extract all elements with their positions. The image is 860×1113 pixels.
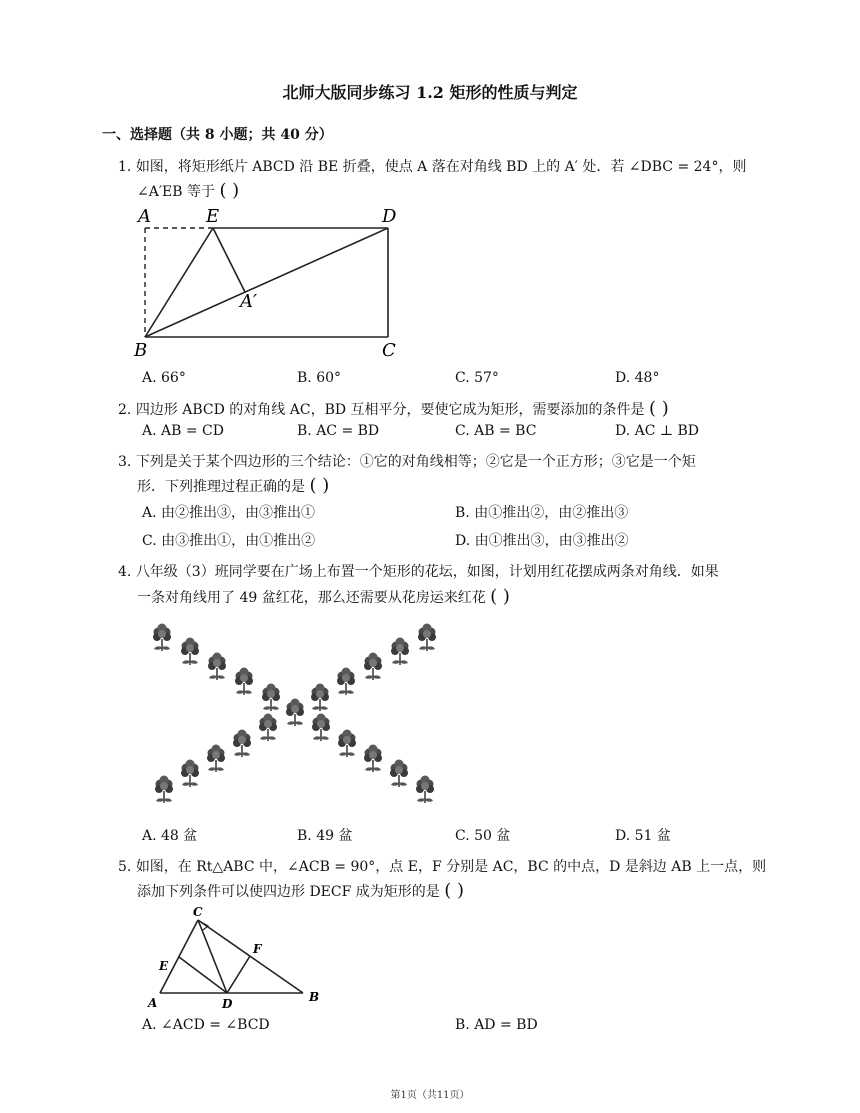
flower-icon — [391, 638, 409, 666]
question-4-flower-figure — [140, 615, 450, 815]
answer-bracket: ( ) — [309, 475, 330, 496]
side-AC — [160, 920, 198, 993]
flower-icon — [312, 714, 330, 742]
question-number: 1. — [118, 159, 132, 175]
section-heading: 一、选择题（共 8 小题；共 40 分） — [102, 127, 333, 143]
question-number: 3. — [118, 454, 132, 470]
question-text: 添加下列条件可以使四边形 DECF 成为矩形的是 — [137, 884, 440, 900]
question-text: 如图，将矩形纸片 ABCD 沿 BE 折叠，使点 A 落在对角线 BD 上的 A′ 处．若 ∠DBC = 24°，则 — [135, 159, 747, 175]
question-1-option-a[interactable]: A. 66° — [142, 370, 186, 386]
flower-icon — [208, 653, 226, 681]
question-4-line-2 — [137, 586, 510, 607]
question-4-option-c[interactable]: C. 50 盆 — [455, 828, 511, 844]
flower-icon — [311, 684, 329, 712]
question-1-option-d[interactable]: D. 48° — [615, 370, 660, 386]
question-text: 形．下列推理过程正确的是 — [137, 479, 305, 495]
label-B: B — [309, 990, 320, 1004]
question-3-option-c[interactable]: C. 由③推出①，由①推出② — [142, 533, 316, 549]
question-number: 4. — [118, 564, 132, 580]
answer-bracket: ( ) — [219, 180, 240, 201]
flower-icon — [364, 653, 382, 681]
flower-icon — [286, 699, 304, 727]
segment-FD — [227, 956, 250, 993]
question-4-option-d[interactable]: D. 51 盆 — [615, 828, 671, 844]
segment-EA-prime — [213, 228, 245, 292]
question-text: 一条对角线用了 49 盆红花，那么还需要从花房运来红花 — [137, 590, 486, 606]
flower-icon — [416, 776, 434, 804]
label-A: A — [138, 206, 151, 227]
question-text: ∠A′EB 等于 — [137, 184, 215, 200]
flower-icon — [418, 624, 436, 652]
question-1-option-c[interactable]: C. 57° — [455, 370, 499, 386]
question-text: 四边形 ABCD 的对角线 AC，BD 互相平分，要使它成为矩形，需要添加的条件是 — [135, 402, 645, 418]
flower-icon — [337, 668, 355, 696]
right-angle-mark — [203, 923, 208, 930]
flower-icon — [338, 730, 356, 758]
answer-bracket: ( ) — [444, 880, 465, 901]
question-3-line-2 — [137, 475, 329, 496]
question-4-option-b[interactable]: B. 49 盆 — [297, 828, 353, 844]
question-5-figure — [140, 904, 330, 1010]
question-number: 5. — [118, 859, 132, 875]
question-5-line-1 — [118, 856, 766, 876]
flower-icon — [390, 760, 408, 788]
question-5-option-a[interactable]: A. ∠ACD = ∠BCD — [142, 1017, 270, 1033]
question-2-line-1 — [118, 398, 669, 419]
flower-icon — [153, 624, 171, 652]
flower-icon — [207, 745, 225, 773]
flower-icon — [259, 714, 277, 742]
label-E: E — [159, 959, 169, 973]
question-3-option-d[interactable]: D. 由①推出③，由③推出② — [455, 533, 629, 549]
flower-icon — [181, 760, 199, 788]
answer-bracket: ( ) — [490, 586, 510, 607]
question-3-option-b[interactable]: B. 由①推出②，由②推出③ — [455, 505, 629, 521]
label-A-prime: A′ — [240, 291, 258, 312]
page-title: 北师大版同步练习 1.2 矩形的性质与判定 — [282, 83, 578, 102]
flower-icon — [233, 730, 251, 758]
question-5-option-b[interactable]: B. AD = BD — [455, 1017, 538, 1033]
label-D: D — [222, 997, 233, 1010]
question-1-line-2 — [137, 180, 239, 201]
question-text: 八年级（3）班同学要在广场上布置一个矩形的花坛，如图，计划用红花摆成两条对角线．如果 — [135, 564, 719, 580]
label-C: C — [193, 905, 203, 919]
flower-icon — [364, 745, 382, 773]
label-A: A — [148, 996, 158, 1010]
label-C: C — [382, 340, 396, 361]
page-footer: 第1页（共11页） — [390, 1090, 470, 1101]
question-4-line-1 — [118, 561, 719, 581]
question-1-figure — [130, 203, 410, 363]
flower-icon — [262, 684, 280, 712]
label-B: B — [134, 340, 148, 361]
label-F: F — [253, 942, 262, 956]
flower-icon — [235, 668, 253, 696]
flower-icon — [181, 638, 199, 666]
question-text: 如图，在 Rt△ABC 中，∠ACB = 90°，点 E，F 分别是 AC，BC 的中点，D 是斜边 AB 上一点，则 — [135, 859, 767, 875]
question-2-option-b[interactable]: B. AC = BD — [297, 423, 380, 439]
question-2-option-a[interactable]: A. AB = CD — [142, 423, 224, 439]
label-E: E — [206, 206, 220, 227]
flower-icon — [155, 776, 173, 804]
question-text: 下列是关于某个四边形的三个结论：①它的对角线相等；②它是一个正方形；③它是一个矩 — [135, 454, 696, 470]
answer-bracket: ( ) — [649, 398, 669, 419]
segment-BE — [145, 228, 213, 337]
question-number: 2. — [118, 402, 132, 418]
question-1-line-1 — [118, 156, 746, 176]
question-3-line-1 — [118, 451, 696, 471]
label-D: D — [382, 206, 397, 227]
diagonal-BD — [145, 228, 388, 337]
question-2-option-d[interactable]: D. AC ⊥ BD — [615, 423, 700, 439]
question-2-option-c[interactable]: C. AB = BC — [455, 423, 537, 439]
question-3-option-a[interactable]: A. 由②推出③，由③推出① — [142, 505, 316, 521]
question-5-line-2 — [137, 880, 464, 901]
question-4-option-a[interactable]: A. 48 盆 — [142, 828, 198, 844]
question-1-option-b[interactable]: B. 60° — [297, 370, 342, 386]
